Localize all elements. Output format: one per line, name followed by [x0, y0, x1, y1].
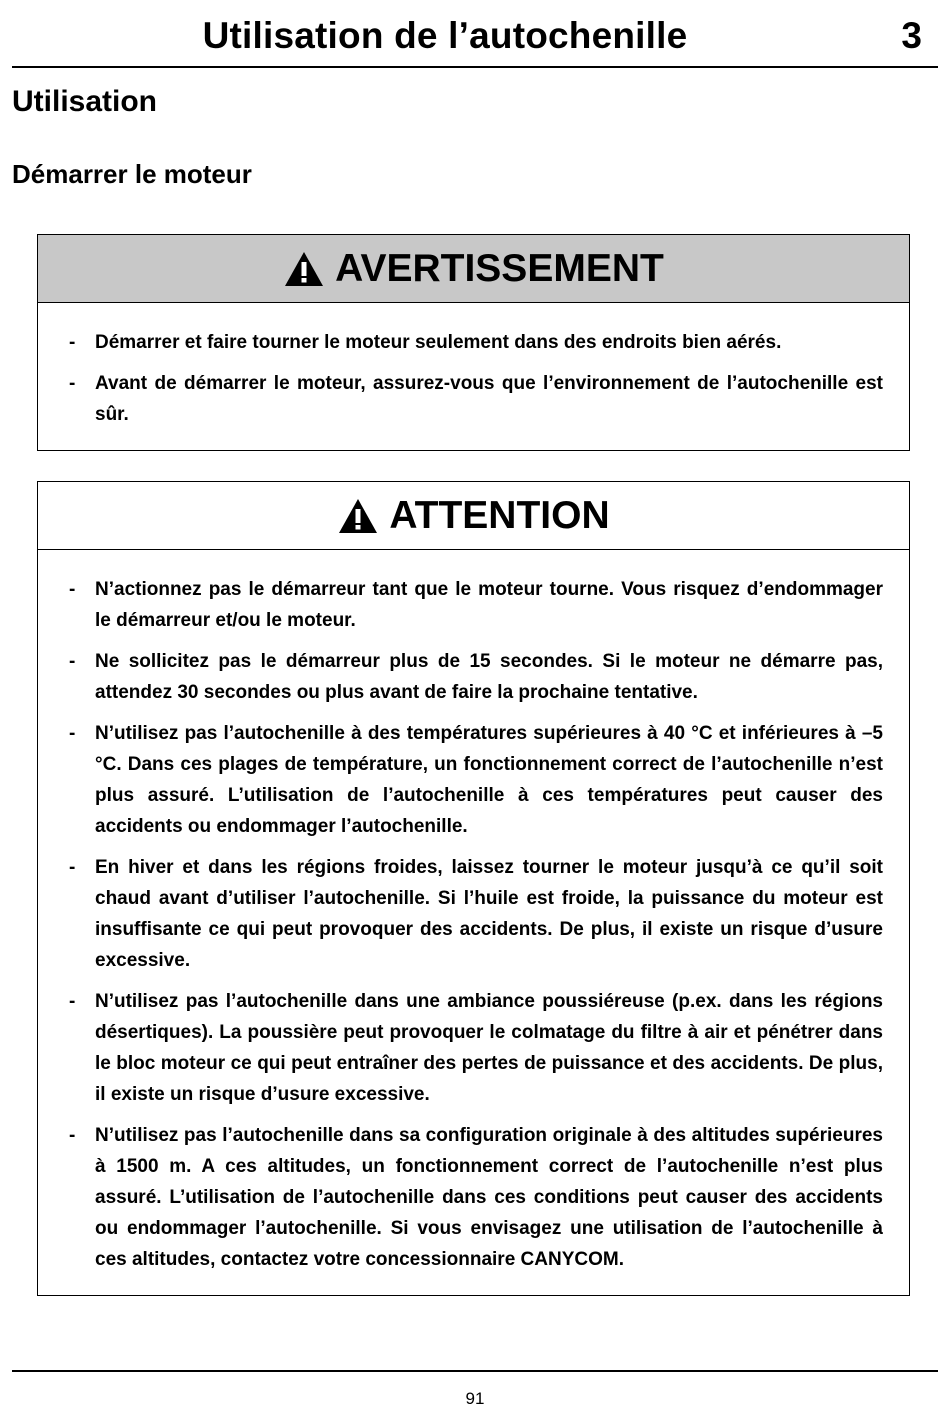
list-item — [69, 852, 883, 976]
list-item — [69, 327, 883, 358]
list-item-text: N’utilisez pas l’autochenille dans sa configuration originale à des altitudes supérieures à 1500 m. A ces altitudes, un fonctionnement correct de l’autochenille n’est plus assuré. L’utilisation de l’autochenille dans ces conditions peut causer des accidents ou endommager l’autochenille. Si vous envisagez une utilisation de l’autochenille à ces altitudes, contactez votre concessionnaire CANYCOM. — [95, 1125, 883, 1270]
caution-label: ATTENTION — [389, 493, 610, 537]
header-title: Utilisation de l’autochenille — [202, 15, 688, 56]
bullet-dash: - — [69, 991, 76, 1012]
list-item — [69, 986, 883, 1110]
list-item — [69, 646, 883, 708]
list-item-text: N’actionnez pas le démarreur tant que le moteur tourne. Vous risquez d’endommager le démarreur et/ou le moteur. — [95, 579, 883, 631]
list-item-text: N’utilisez pas l’autochenille à des températures supérieures à 40 °C et inférieures à –5 °C. Dans ces plages de température, un fonctionnement correct de l’autochenille n’est plus assuré. L’utilisation de l’autochenille à ces températures peut causer des accidents ou endommager l’autochenille. — [95, 723, 883, 837]
list-item-text: Avant de démarrer le moteur, assurez-vous que l’environnement de l’autochenille est sûr. — [95, 373, 883, 425]
bullet-dash: - — [69, 857, 76, 878]
list-item-text: En hiver et dans les régions froides, laissez tourner le moteur jusqu’à ce qu’il soit chaud avant d’utiliser l’autochenille. Si l’huile est froide, la puissance du moteur est insuffisante ce qui peut provoquer des accidents. De plus, il existe un risque d’usure excessive. — [95, 857, 883, 971]
caution-header — [38, 482, 909, 550]
list-item — [69, 574, 883, 636]
list-item-text: N’utilisez pas l’autochenille dans une ambiance poussiéreuse (p.ex. dans les régions désertiques). La poussière peut provoquer le colmatage du filtre à air et pénétrer dans le bloc moteur ce qui peut entraîner des pertes de puissance et des accidents. De plus, il existe un risque d’usure excessive. — [95, 991, 883, 1105]
list-item — [69, 368, 883, 430]
caution-box — [37, 481, 910, 1296]
warning-list — [38, 303, 909, 430]
bullet-dash: - — [69, 332, 76, 353]
caution-list — [38, 550, 909, 1275]
list-item-text: Démarrer et faire tourner le moteur seulement dans des endroits bien aérés. — [95, 332, 782, 353]
subsection-title: Démarrer le moteur — [12, 159, 252, 189]
page-header — [12, 0, 938, 68]
bullet-dash: - — [69, 723, 76, 744]
list-item — [69, 718, 883, 842]
warning-label: AVERTISSEMENT — [335, 246, 664, 290]
section-title: Utilisation — [12, 85, 158, 118]
bullet-dash: - — [69, 579, 76, 600]
list-item-text: Ne sollicitez pas le démarreur plus de 15 secondes. Si le moteur ne démarre pas, attendez 30 secondes ou plus avant de faire la prochaine tentative. — [95, 651, 883, 703]
bullet-dash: - — [69, 1125, 76, 1146]
bullet-dash: - — [69, 373, 76, 394]
bullet-dash: - — [69, 651, 76, 672]
warning-triangle-icon — [283, 250, 325, 288]
page-number: 91 — [465, 1389, 485, 1408]
list-item — [69, 1120, 883, 1275]
chapter-number: 3 — [901, 15, 922, 56]
warning-box — [37, 234, 910, 451]
warning-header — [38, 235, 909, 303]
footer-rule — [12, 1370, 938, 1372]
warning-triangle-icon — [337, 497, 379, 535]
